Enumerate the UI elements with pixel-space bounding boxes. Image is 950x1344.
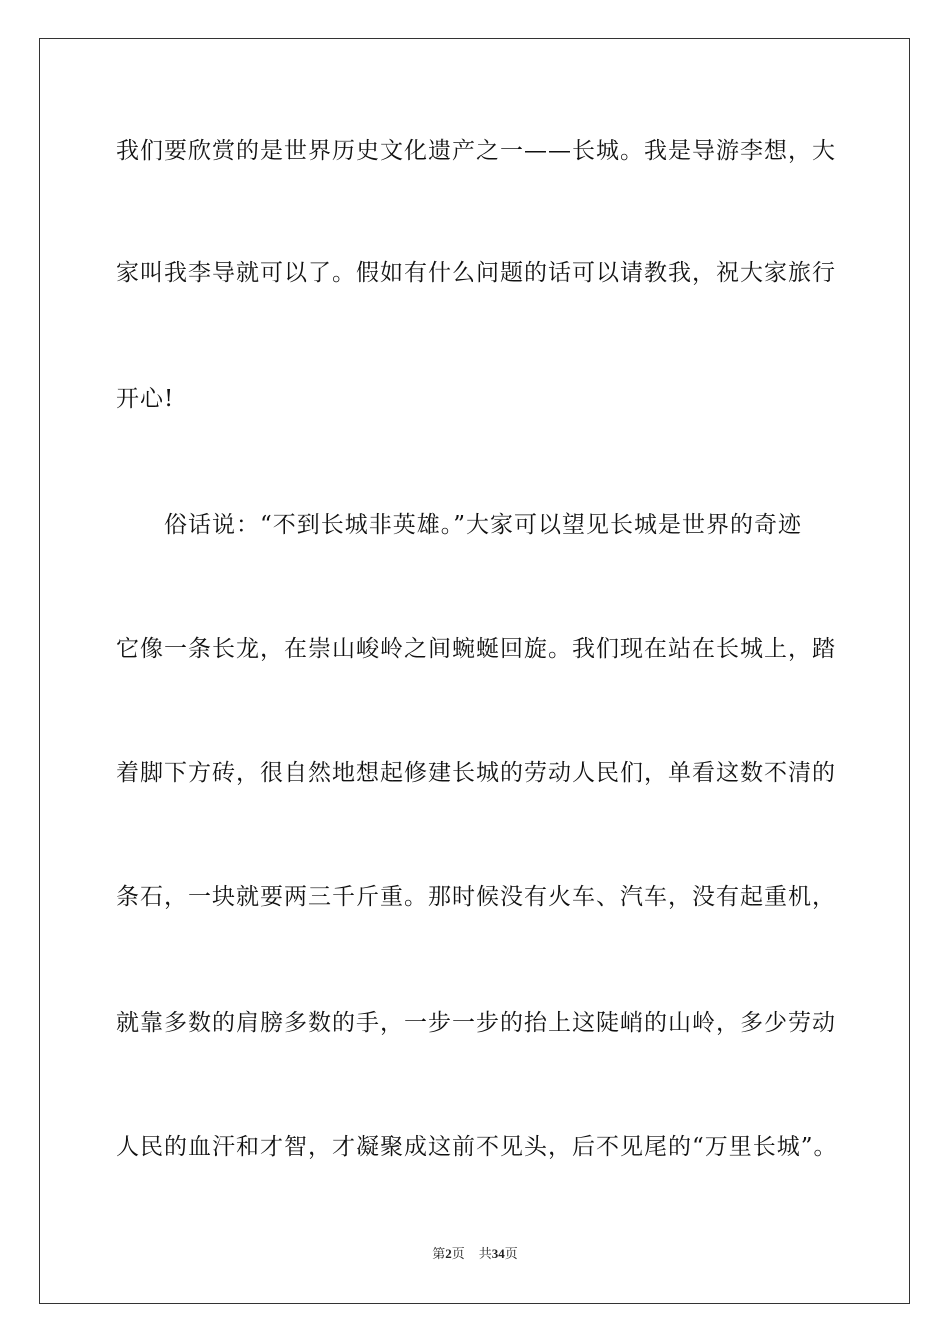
page-footer — [0, 1246, 950, 1262]
body-line-3: 开心! — [116, 386, 175, 412]
body-line-9: 人民的血汗和才智，才凝聚成这前不见头，后不见尾的“万里长城”。 — [116, 1134, 838, 1160]
footer-page-number: 2 — [445, 1246, 452, 1261]
body-line-7: 条石，一块就要两三千斤重。那时候没有火车、汽车，没有起重机， — [116, 884, 836, 910]
page-frame — [39, 38, 910, 1304]
body-line-6: 着脚下方砖，很自然地想起修建长城的劳动人民们，单看这数不清的 — [116, 760, 836, 786]
footer-page-suffix: 页 — [451, 1246, 465, 1261]
footer-total-suffix: 页 — [504, 1246, 518, 1261]
footer-total-pages: 34 — [491, 1246, 505, 1261]
body-line-8: 就靠多数的肩膀多数的手，一步一步的抬上这陡峭的山岭，多少劳动 — [116, 1010, 836, 1036]
footer-page-prefix: 第 — [432, 1246, 446, 1261]
body-line-1: 我们要欣赏的是世界历史文化遗产之一——长城。我是导游李想，大 — [116, 138, 836, 164]
footer-total-prefix: 共 — [478, 1246, 492, 1261]
body-line-4: 俗话说：“不到长城非英雄。”大家可以望见长城是世界的奇迹 — [116, 512, 803, 538]
body-line-5: 它像一条长龙，在崇山峻岭之间蜿蜒回旋。我们现在站在长城上，踏 — [116, 636, 836, 662]
body-line-2: 家叫我李导就可以了。假如有什么问题的话可以请教我，祝大家旅行 — [116, 260, 836, 286]
